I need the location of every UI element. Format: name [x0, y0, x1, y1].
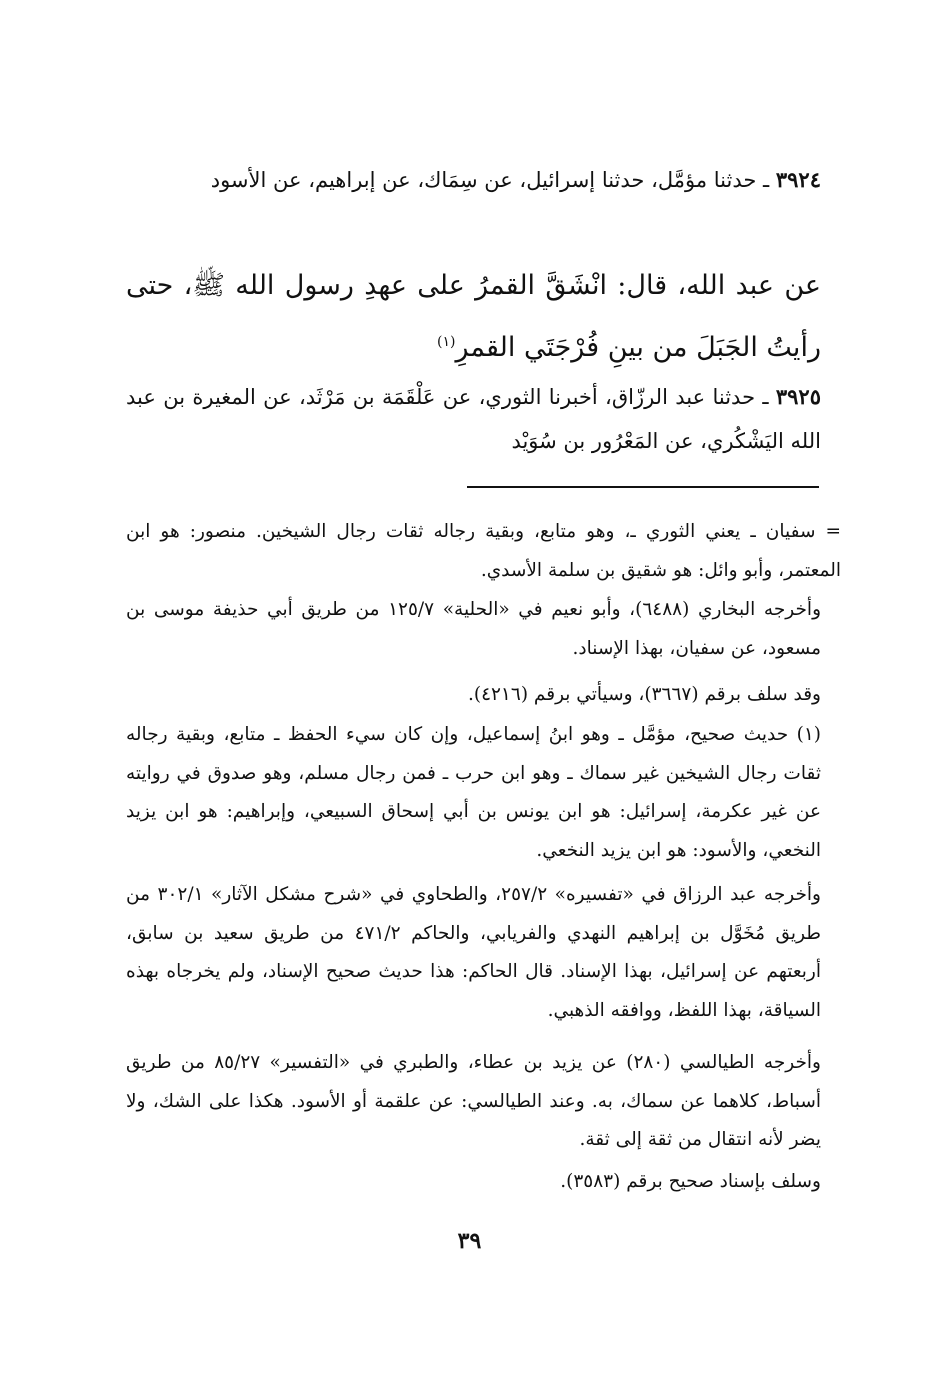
footnote-1: (١) حديث صحيح، مؤمَّل ـ وهو ابنُ إسماعيل، وإن كان سيء الحفظ ـ متابع، وبقية رجاله ثقات رجال الشيخين غير سماك ـ وهو ابن حرب ـ فمن رجال مسلم، وهو صدوق في روايته عن غير عكرمة، إسرائيل: هو ابن يونس بن أبي إسحاق السبيعي، وإبراهيم: هو ابن يزيد النخعي، والأسود: هو ابن يزيد النخعي.	[126, 724, 821, 861]
footnote-paragraph: وأخرجه الطيالسي (٢٨٠) عن يزيد بن عطاء، والطبري في «التفسير» ٨٥/٢٧ من طريق أسباط، كلاهما عن سماك، به. وعند الطيالسي: عن علقمة أو الأسود. هكذا على الشك، ولا يضر لأنه انتقال من ثقة إلى ثقة.	[126, 1052, 821, 1151]
footnote-paragraph: وقد سلف برقم (٣٦٦٧)، وسيأتي برقم (٤٢١٦).	[467, 684, 821, 705]
page-number: ٣٩	[457, 1228, 482, 1254]
hadith-3924	[126, 158, 821, 202]
hadith-isnad: ـ حدثنا عبد الرزّاق، أخبرنا الثوري، عن عَلْقَمَة بن مَرْثَد، عن المغيرة بن عبد الله اليَشْكُري، عن المَعْرُور بن سُوَيْد	[126, 385, 821, 453]
hadith-isnad: ـ حدثنا مؤمَّل، حدثنا إسرائيل، عن سِمَاك، عن إبراهيم، عن الأسود	[210, 168, 776, 192]
hadith-number: ٣٩٢٥	[775, 384, 821, 409]
hadith-3925	[126, 375, 821, 463]
hadith-number: ٣٩٢٤	[775, 167, 821, 192]
footnote-paragraph: وأخرجه البخاري (٦٤٨٨)، وأبو نعيم في «الحلية» ١٢٥/٧ من طريق أبي حذيفة موسى بن مسعود، عن سفيان، بهذا الإسناد.	[126, 599, 822, 659]
footnote-separator	[467, 486, 819, 488]
footnote-paragraph: وسلف بإسناد صحيح برقم (٣٥٨٣).	[560, 1171, 821, 1192]
footnote-marker: (١)	[437, 334, 456, 350]
footnote-continued: = سفيان ـ يعني الثوري ـ، وهو متابع، وبقية رجاله ثقات رجال الشيخين. منصور: هو ابن المعتمر، وأبو وائل: هو شقيق بن سلمة الأسدي.	[126, 521, 841, 581]
hadith-matn	[126, 258, 821, 376]
matn-text: عن عبد الله، قال: انْشَقَّ القمرُ على عهدِ رسول الله ﷺ، حتى رأيتُ الجَبَلَ من بينِ فُرْجَتَي القمرِ	[126, 270, 821, 363]
footnote-paragraph: وأخرجه عبد الرزاق في «تفسيره» ٢٥٧/٢، والطحاوي في «شرح مشكل الآثار» ٣٠٢/١ من طريق مُخَوَّل بن إبراهيم النهدي والفريابي، والحاكم ٤٧١/٢ من طريق سعيد بن سابق، أربعتهم عن إسرائيل، بهذا الإسناد. قال الحاكم: هذا حديث صحيح الإسناد، ولم يخرجاه بهذه السياقة، بهذا اللفظ، ووافقه الذهبي.	[126, 884, 821, 1021]
